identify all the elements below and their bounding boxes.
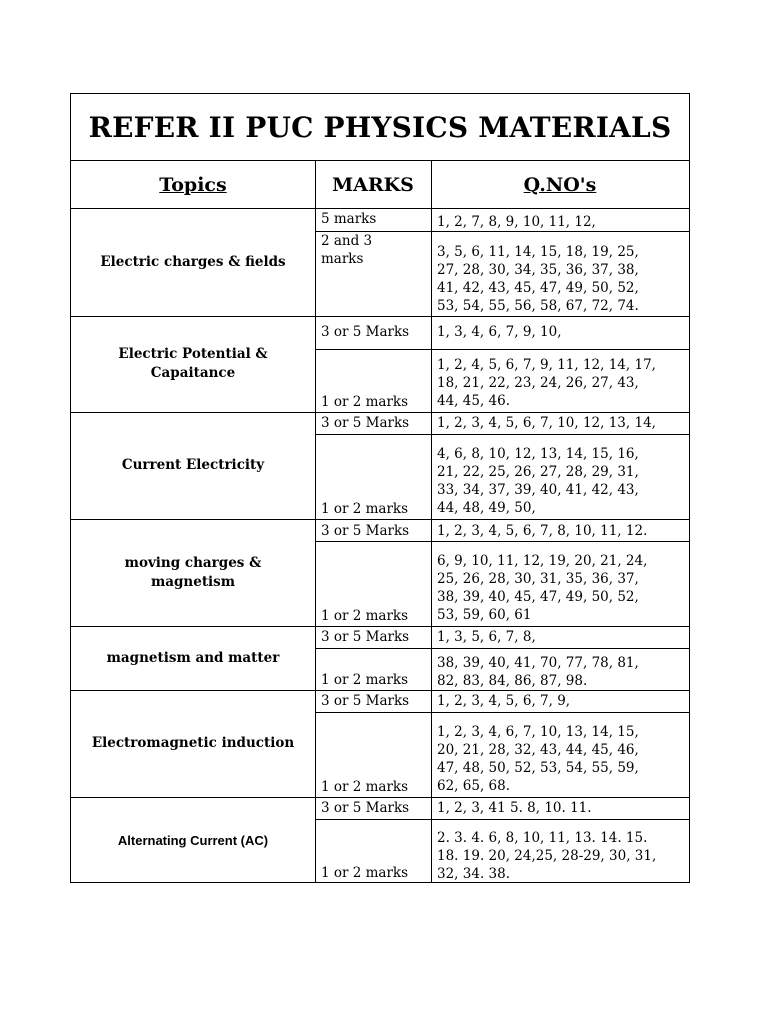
topic-electromagnetic-induction: Electromagnetic induction [91, 735, 295, 751]
column-divider [315, 161, 316, 883]
marks-cell [321, 820, 433, 882]
page-title: REFER II PUC PHYSICS MATERIALS [71, 94, 689, 161]
marks-cell: 3 or 5 Marks [321, 523, 410, 539]
header-topics [71, 161, 315, 209]
marks-cell [321, 713, 433, 796]
qnos-cell: 1, 2, 3, 41 5. 8, 10. 11. [437, 800, 592, 816]
topic-magnetism-matter: magnetism and matter [106, 649, 280, 666]
marks-label: 1 or 2 marks [321, 672, 409, 688]
marks-label: 1 or 2 marks [321, 865, 409, 881]
marks-label: 1 or 2 marks [321, 779, 409, 795]
qnos-cell: 1, 3, 5, 6, 7, 8, [437, 629, 536, 645]
topic-electric-potential: Electric Potential & Capaitance [118, 346, 268, 381]
qnos-cell: 1, 2, 7, 8, 9, 10, 11, 12, [437, 214, 596, 230]
header-qnos [431, 161, 689, 209]
qnos-cell: 38, 39, 40, 41, 70, 77, 78, 81, 82, 83, 84, 86, 87, 98. [437, 655, 639, 689]
header-topics-label: Topics [159, 174, 227, 196]
qnos-cell: 1, 3, 4, 6, 7, 9, 10, [437, 324, 562, 340]
topic-electric-charges: Electric charges & fields [100, 254, 286, 270]
marks-label: 1 or 2 marks [321, 394, 409, 410]
qnos-cell: 1, 2, 3, 4, 5, 6, 7, 10, 12, 13, 14, [437, 415, 656, 431]
qnos-cell: 1, 2, 3, 4, 5, 6, 7, 9, [437, 693, 571, 709]
marks-cell: 3 or 5 Marks [321, 629, 410, 645]
marks-cell [321, 435, 433, 518]
marks-cell: 5 marks [321, 211, 377, 227]
qnos-cell: 2. 3. 4. 6, 8, 10, 11, 13. 14. 15. 18. 19. 20, 24,25, 28-29, 30, 31, 32, 34. 38. [437, 830, 657, 882]
qnos-cell: 1, 2, 4, 5, 6, 7, 9, 11, 12, 14, 17, 18, 21, 22, 23, 24, 26, 27, 43, 44, 45, 46. [437, 357, 656, 409]
marks-cell: 3 or 5 Marks [321, 800, 410, 816]
marks-label: 1 or 2 marks [321, 501, 409, 517]
qnos-cell: 1, 2, 3, 4, 5, 6, 7, 8, 10, 11, 12. [437, 523, 648, 539]
qnos-cell: 6, 9, 10, 11, 12, 19, 20, 21, 24, 25, 26, 28, 30, 31, 35, 36, 37, 38, 39, 40, 45, 47, 49, 50, 52, 53, 59, 60, 61 [437, 553, 648, 623]
marks-cell [321, 649, 433, 689]
marks-label: 1 or 2 marks [321, 608, 409, 624]
physics-materials-table [70, 93, 690, 883]
marks-cell: 2 and 3 marks [321, 233, 373, 267]
header-marks [315, 161, 431, 209]
qnos-cell: 4, 6, 8, 10, 12, 13, 14, 15, 16, 21, 22, 25, 26, 27, 28, 29, 31, 33, 34, 37, 39, 40, 41, 42, 43, 44, 48, 49, 50, [437, 446, 639, 516]
header-qnos-label: Q.NO's [523, 174, 597, 196]
marks-cell [321, 350, 433, 411]
marks-cell: 3 or 5 Marks [321, 415, 410, 431]
header-marks-label: MARKS [332, 174, 414, 196]
topic-alternating-current: Alternating Current (AC) [117, 832, 269, 848]
qnos-cell: 3, 5, 6, 11, 14, 15, 18, 19, 25, 27, 28, 30, 34, 35, 36, 37, 38, 41, 42, 43, 45, 47, 49, 50, 52, 53, 54, 55, 56, 58, 67, 72, 74. [437, 244, 639, 314]
marks-cell: 3 or 5 Marks [321, 324, 410, 340]
marks-cell: 3 or 5 Marks [321, 693, 410, 709]
qnos-cell: 1, 2, 3, 4, 6, 7, 10, 13, 14, 15, 20, 21, 28, 32, 43, 44, 45, 46, 47, 48, 50, 52, 53, 54, 55, 59, 62, 65, 68. [437, 724, 639, 794]
topic-moving-charges: moving charges & magnetism [124, 554, 262, 590]
marks-cell [321, 542, 433, 625]
topic-current-electricity: Current Electricity [121, 457, 265, 473]
